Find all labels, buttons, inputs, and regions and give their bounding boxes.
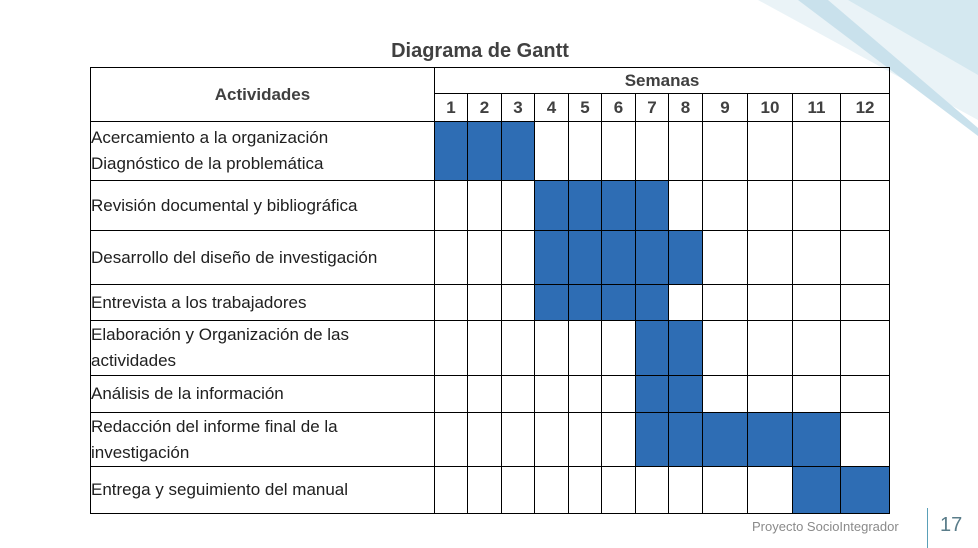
gantt-empty-cell (602, 467, 636, 514)
gantt-empty-cell (502, 413, 535, 467)
gantt-empty-cell (535, 376, 569, 413)
gantt-bar-cell (636, 181, 669, 231)
gantt-empty-cell (748, 231, 793, 285)
gantt-empty-cell (793, 231, 841, 285)
gantt-empty-cell (669, 285, 703, 321)
gantt-empty-cell (569, 321, 602, 376)
gantt-empty-cell (435, 376, 468, 413)
gantt-bar-cell (841, 467, 890, 514)
gantt-bar-cell (435, 122, 468, 181)
gantt-empty-cell (435, 181, 468, 231)
week-12-header: 12 (841, 94, 890, 122)
gantt-empty-cell (569, 413, 602, 467)
gantt-bar-cell (535, 181, 569, 231)
week-3-header: 3 (502, 94, 535, 122)
gantt-empty-cell (793, 122, 841, 181)
gantt-empty-cell (502, 285, 535, 321)
gantt-bar-cell (602, 285, 636, 321)
gantt-empty-cell (793, 181, 841, 231)
activity-label-line: investigación (91, 442, 190, 462)
week-4-header: 4 (535, 94, 569, 122)
footer-text: Proyecto SocioIntegrador (752, 519, 899, 534)
week-8-header: 8 (669, 94, 703, 122)
gantt-empty-cell (748, 285, 793, 321)
gantt-empty-cell (669, 181, 703, 231)
gantt-bar-cell (636, 321, 669, 376)
activity-label-line: Diagnóstico de la problemática (91, 154, 324, 173)
activity-label (91, 122, 435, 181)
gantt-empty-cell (602, 321, 636, 376)
gantt-empty-cell (793, 376, 841, 413)
gantt-empty-cell (636, 122, 669, 181)
gantt-empty-cell (841, 376, 890, 413)
gantt-bar-cell (793, 413, 841, 467)
gantt-bar-cell (535, 285, 569, 321)
activity-label (91, 413, 435, 467)
gantt-empty-cell (841, 181, 890, 231)
gantt-empty-cell (468, 467, 502, 514)
gantt-empty-cell (535, 467, 569, 514)
page-number: 17 (940, 514, 963, 536)
gantt-bar-cell (669, 376, 703, 413)
gantt-bar-cell (535, 231, 569, 285)
gantt-empty-cell (435, 467, 468, 514)
gantt-empty-cell (793, 321, 841, 376)
gantt-empty-cell (703, 231, 748, 285)
gantt-empty-cell (602, 413, 636, 467)
gantt-bar-cell (569, 231, 602, 285)
week-6-header: 6 (602, 94, 636, 122)
gantt-empty-cell (435, 285, 468, 321)
weeks-header: Semanas (435, 68, 890, 94)
gantt-bar-cell (502, 122, 535, 181)
activity-label-line: actividades (91, 351, 177, 370)
gantt-empty-cell (535, 413, 569, 467)
gantt-empty-cell (748, 181, 793, 231)
gantt-empty-cell (502, 321, 535, 376)
activity-label-line: Redacción del informe final de la (91, 416, 338, 436)
gantt-empty-cell (841, 413, 890, 467)
gantt-empty-cell (502, 376, 535, 413)
activity-label (91, 181, 435, 231)
gantt-bar-cell (636, 231, 669, 285)
footer-divider (927, 508, 928, 548)
gantt-bar-cell (569, 181, 602, 231)
activity-row (91, 321, 890, 376)
gantt-empty-cell (569, 467, 602, 514)
gantt-empty-cell (569, 122, 602, 181)
gantt-empty-cell (636, 467, 669, 514)
gantt-empty-cell (502, 467, 535, 514)
gantt-bar-cell (703, 413, 748, 467)
header-row (91, 68, 890, 94)
gantt-empty-cell (748, 376, 793, 413)
gantt-empty-cell (435, 231, 468, 285)
gantt-empty-cell (703, 321, 748, 376)
gantt-empty-cell (703, 467, 748, 514)
activity-row (91, 231, 890, 285)
gantt-bar-cell (602, 181, 636, 231)
gantt-empty-cell (569, 376, 602, 413)
gantt-empty-cell (748, 122, 793, 181)
activity-label-line: Desarrollo del diseño de investigación (91, 247, 378, 267)
week-1-header: 1 (435, 94, 468, 122)
activity-row (91, 376, 890, 413)
activity-row (91, 467, 890, 514)
activity-row (91, 285, 890, 321)
week-11-header: 11 (793, 94, 841, 122)
gantt-empty-cell (841, 122, 890, 181)
gantt-empty-cell (535, 122, 569, 181)
week-10-header: 10 (748, 94, 793, 122)
gantt-empty-cell (468, 413, 502, 467)
gantt-empty-cell (669, 122, 703, 181)
gantt-empty-cell (793, 285, 841, 321)
activity-label (91, 285, 435, 321)
activity-label-line: Revisión documental y bibliográfica (91, 195, 358, 215)
gantt-empty-cell (435, 321, 468, 376)
activity-row (91, 122, 890, 181)
gantt-empty-cell (502, 231, 535, 285)
gantt-empty-cell (841, 321, 890, 376)
gantt-empty-cell (602, 376, 636, 413)
activity-row (91, 181, 890, 231)
gantt-empty-cell (468, 376, 502, 413)
gantt-empty-cell (841, 231, 890, 285)
gantt-empty-cell (435, 413, 468, 467)
gantt-bar-cell (468, 122, 502, 181)
gantt-empty-cell (748, 467, 793, 514)
gantt-empty-cell (502, 181, 535, 231)
gantt-empty-cell (748, 321, 793, 376)
gantt-bar-cell (748, 413, 793, 467)
activity-label-line: Entrega y seguimiento del manual (91, 480, 349, 499)
activity-row (91, 413, 890, 467)
gantt-bar-cell (669, 413, 703, 467)
week-2-header: 2 (468, 94, 502, 122)
gantt-empty-cell (602, 122, 636, 181)
activity-label-line: Elaboración y Organización de las (91, 325, 349, 344)
gantt-bar-cell (636, 376, 669, 413)
gantt-bar-cell (602, 231, 636, 285)
week-7-header: 7 (636, 94, 669, 122)
gantt-empty-cell (841, 285, 890, 321)
gantt-empty-cell (468, 181, 502, 231)
gantt-empty-cell (703, 122, 748, 181)
activity-label-line: Análisis de la información (91, 384, 284, 403)
gantt-bar-cell (793, 467, 841, 514)
activity-label (91, 376, 435, 413)
slide-title: Diagrama de Gantt (391, 40, 569, 62)
gantt-empty-cell (703, 181, 748, 231)
gantt-empty-cell (703, 285, 748, 321)
activities-header: Actividades (91, 68, 435, 122)
gantt-empty-cell (535, 321, 569, 376)
gantt-empty-cell (468, 231, 502, 285)
gantt-bar-cell (669, 321, 703, 376)
gantt-empty-cell (703, 376, 748, 413)
gantt-table (90, 67, 890, 514)
gantt-bar-cell (636, 413, 669, 467)
gantt-empty-cell (468, 285, 502, 321)
gantt-bar-cell (636, 285, 669, 321)
activity-label-line: Entrevista a los trabajadores (91, 292, 307, 312)
gantt-empty-cell (669, 467, 703, 514)
gantt-bar-cell (569, 285, 602, 321)
week-5-header: 5 (569, 94, 602, 122)
activity-label (91, 321, 435, 376)
activity-label (91, 231, 435, 285)
activity-label-line: Acercamiento a la organización (91, 128, 329, 147)
gantt-bar-cell (669, 231, 703, 285)
gantt-empty-cell (468, 321, 502, 376)
week-9-header: 9 (703, 94, 748, 122)
activity-label (91, 467, 435, 514)
